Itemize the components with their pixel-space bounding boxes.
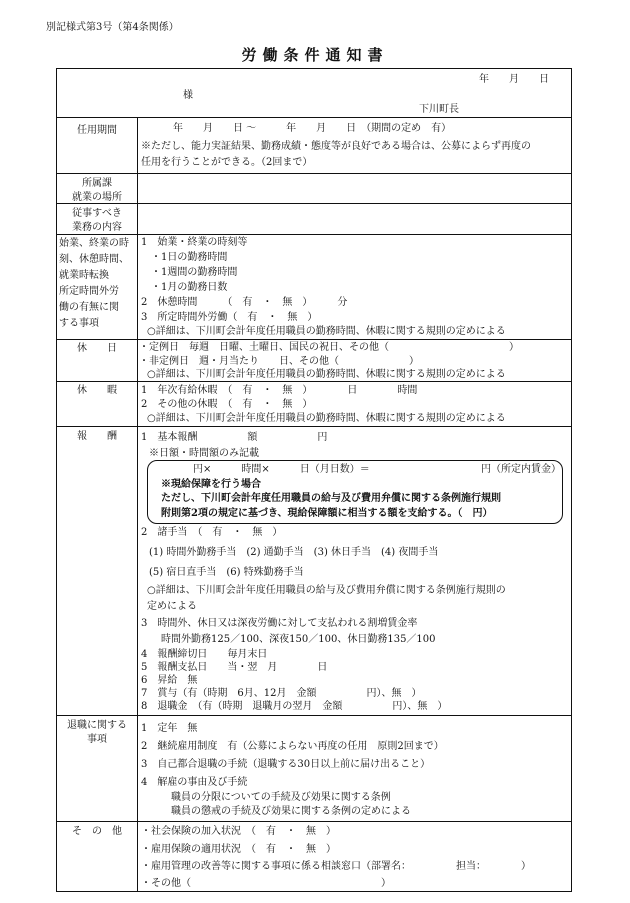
wage-line: ※現給保障を行う場合	[161, 479, 261, 490]
wage-line: 3 時間外、休日又は深夜労働に対して支払われる割増賃金率	[141, 618, 418, 629]
wage-line: 6 昇給 無	[141, 675, 198, 686]
retire-line: 職員の分限についての手続及び効果に関する条例	[171, 792, 391, 803]
column-divider	[137, 117, 138, 891]
wage-line: (5) 宿日直手当 (6) 特殊勤務手当	[149, 567, 304, 578]
leave-line: ○詳細は、下川町会計年度任用職員の勤務時間、休暇に関する規則の定めによる	[147, 413, 506, 424]
wage-line: 5 報酬支払日 当・翌 月 日	[141, 662, 328, 673]
wage-line: 4 報酬締切日 毎月末日	[141, 649, 268, 660]
period-dates: 年 月 日 ～ 年 月 日 （期間の定め 有）	[173, 123, 452, 134]
period-note: 任用を行うことができる。（2回まで）	[141, 157, 313, 168]
leave-line: 1 年次有給休暇 （ 有 ・ 無 ） 日 時間	[141, 385, 418, 396]
label-place-2: 就業の場所	[72, 192, 122, 203]
other-line: ・社会保険の加入状況 （ 有 ・ 無 ）	[141, 826, 336, 837]
wage-line: ○詳細は、下川町会計年度任用職員の給与及び費用弁償に関する条例施行規則の	[147, 585, 506, 596]
holiday-line: ・定例日 毎週 日曜、土曜日、国民の祝日、その他（ ）	[139, 342, 519, 353]
label-hours-2: 刻、休憩時間、	[59, 254, 129, 265]
label-retire-1: 退職に関する	[67, 720, 127, 731]
label-wage: 報 酬	[77, 431, 117, 442]
retire-line: 2 継続雇用制度 有（公募によらない再度の任用 原則2回まで）	[141, 741, 444, 752]
hours-line: 1 始業・終業の時刻等	[141, 237, 248, 248]
wage-line: ただし、下川町会計年度任用職員の給与及び費用弁償に関する条例施行規則	[161, 493, 501, 504]
label-hours-4: 所定時間外労	[59, 286, 119, 297]
leave-line: 2 その他の休暇 （ 有 ・ 無 ）	[141, 399, 313, 410]
label-retire-2: 事項	[87, 734, 107, 745]
label-leave: 休 暇	[77, 385, 117, 396]
hours-line: ○詳細は、下川町会計年度任用職員の勤務時間、休暇に関する規則の定めによる	[147, 326, 506, 337]
label-hours-6: する事項	[59, 318, 99, 329]
label-hours-5: 働の有無に関	[59, 302, 119, 313]
retire-line: 1 定年 無	[141, 723, 198, 734]
label-hours-3: 就業時転換	[59, 270, 109, 281]
label-duty-2: 業務の内容	[72, 222, 122, 233]
holiday-line: ○詳細は、下川町会計年度任用職員の勤務時間、休暇に関する規則の定めによる	[147, 369, 506, 380]
wage-line: 7 賞与（有（時期 6月、12月 金額 円）、無 ）	[141, 688, 422, 699]
row-divider	[57, 715, 571, 716]
row-divider	[57, 381, 571, 382]
hours-line: ・1月の勤務日数	[151, 282, 228, 293]
retire-line: 4 解雇の事由及び手続	[141, 777, 248, 788]
label-holiday: 休 日	[77, 343, 117, 354]
wage-line: 円× 時間× 日（月日数）＝	[193, 464, 370, 475]
hours-line: ・1日の勤務時間	[151, 252, 228, 263]
label-other: そ の 他	[72, 826, 122, 837]
row-divider	[57, 821, 571, 822]
hours-line: ・1週間の勤務時間	[151, 267, 238, 278]
period-note: ※ただし、能力実証結果、勤務成績・態度等が良好である場合は、公募によらず再度の	[141, 141, 531, 152]
wage-line: 附則第2項の規定に基づき、現給保障額に相当する額を支給する。（ 円）	[161, 508, 493, 519]
wage-line: ※日額・時間額のみ記載	[149, 448, 259, 459]
wage-line: (1) 時間外勤務手当 (2) 通勤手当 (3) 休日手当 (4) 夜間手当	[149, 547, 439, 558]
retire-line: 3 自己都合退職の手続（退職する30日以上前に届け出ること）	[141, 759, 431, 770]
other-line: ・雇用保険の適用状況 （ 有 ・ 無 ）	[141, 844, 336, 855]
form-number: 別記様式第3号（第4条関係）	[46, 22, 179, 33]
wage-line: 時間外勤務125／100、深夜150／100、休日勤務135／100	[161, 634, 436, 645]
row-divider	[57, 117, 571, 118]
label-hours-1: 始業、終業の時	[59, 238, 129, 249]
wage-line: 円（所定内賃金）	[481, 464, 561, 475]
holiday-line: ・非定例日 週・月当たり 日、その他（ ）	[139, 356, 419, 367]
wage-line: 1 基本報酬 額 円	[141, 432, 328, 443]
retire-line: 職員の懲戒の手続及び効果に関する条例の定めによる	[171, 806, 411, 817]
document-title: 労働条件通知書	[241, 46, 389, 64]
wage-line: 2 諸手当 （ 有 ・ 無 ）	[141, 527, 283, 538]
label-period: 任用期間	[77, 125, 117, 136]
addressee: 様	[183, 90, 193, 101]
hours-line: 2 休憩時間 （ 有 ・ 無 ） 分	[141, 297, 348, 308]
conditions-table	[56, 68, 572, 892]
hours-line: 3 所定時間外労働（ 有 ・ 無 ）	[141, 312, 318, 323]
other-line: ・その他（ ）	[141, 878, 391, 889]
label-place-1: 所属課	[82, 178, 112, 189]
wage-line: 定めによる	[147, 601, 197, 612]
issuer: 下川町長	[419, 104, 459, 115]
issue-date: 年 月 日	[479, 74, 549, 85]
wage-line: 8 退職金 （有（時期 退職月の翌月 金額 円）、無 ）	[141, 701, 448, 712]
row-divider	[57, 173, 571, 174]
row-divider	[57, 339, 571, 340]
row-divider	[57, 426, 571, 427]
label-duty-1: 従事すべき	[72, 208, 122, 219]
other-line: ・雇用管理の改善等に関する事項に係る相談窓口（部署名： 担当： ）	[141, 861, 531, 872]
